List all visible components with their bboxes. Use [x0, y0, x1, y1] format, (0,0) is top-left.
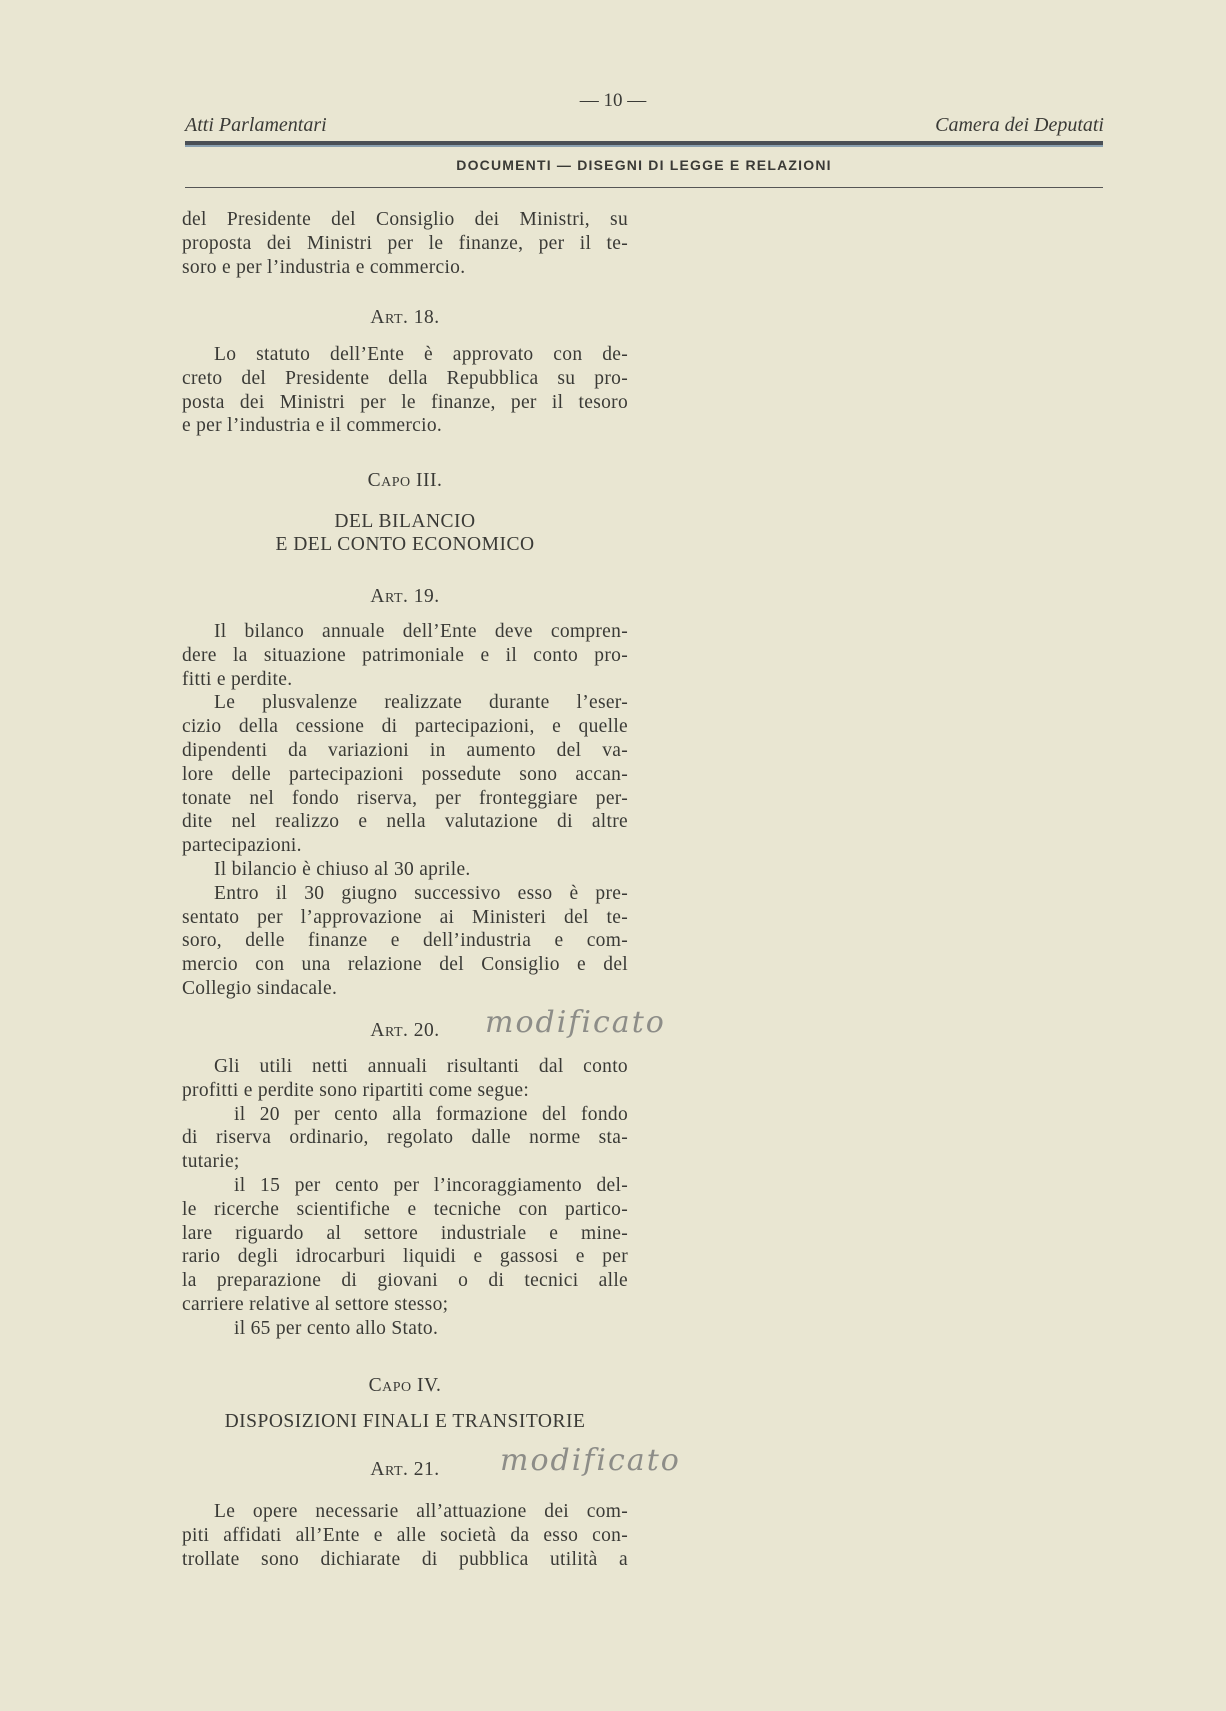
text-line: piti affidati all’Ente e alle società da esso con- — [182, 1524, 628, 1546]
art21-body — [182, 1500, 628, 1571]
text-line: Entro il 30 giugno successivo esso è pre- — [214, 882, 628, 904]
text-line: tonate nel fondo riserva, per fronteggiare per- — [182, 787, 628, 809]
art19-title: Art. 19. — [370, 586, 440, 607]
header-left: Atti Parlamentari — [185, 114, 327, 136]
text-line: sentato per l’approvazione ai Ministeri del te- — [182, 906, 628, 928]
header-right: Camera dei Deputati — [935, 114, 1104, 136]
header-subtitle: DOCUMENTI — DISEGNI DI LEGGE E RELAZIONI — [456, 157, 832, 173]
text-line: il 65 per cento allo Stato. — [234, 1317, 439, 1339]
header-rule-bottom — [185, 187, 1103, 188]
text-line: Gli utili netti annuali risultanti dal conto — [214, 1056, 628, 1077]
text-line: rario degli idrocarburi liquidi e gassosi e per — [182, 1246, 628, 1268]
text-line: Collegio sindacale. — [182, 977, 338, 999]
text-line: fitti e perdite. — [182, 668, 293, 690]
text-line: del Presidente del Consiglio dei Ministri, su — [182, 209, 628, 230]
capo4-title: DISPOSIZIONI FINALI E TRANSITORIE — [224, 1411, 586, 1432]
text-line: Lo statuto dell’Ente è approvato con de- — [214, 344, 628, 365]
text-line: carriere relative al settore stesso; — [182, 1293, 449, 1315]
art18-body — [182, 343, 628, 438]
text-line: Le opere necessarie all’attuazione dei com- — [214, 1501, 628, 1522]
text-line: Il bilancio è chiuso al 30 aprile. — [214, 858, 471, 880]
capo3-title2: E DEL CONTO ECONOMICO — [275, 534, 535, 555]
text-line: e per l’industria e il commercio. — [182, 415, 443, 437]
text-line: posta dei Ministri per le finanze, per il tesoro — [182, 391, 628, 413]
handwritten-note: modificato — [485, 1005, 666, 1040]
text-line: creto del Presidente della Repubblica su pro- — [182, 367, 628, 389]
text-line: dere la situazione patrimoniale e il conto pro- — [182, 644, 628, 666]
art18-title: Art. 18. — [370, 307, 440, 328]
art19-body — [182, 620, 628, 1001]
text-line: Il bilanco annuale dell’Ente deve compren- — [214, 621, 628, 642]
text-line: lare riguardo al settore industriale e mine- — [182, 1222, 628, 1244]
text-line: la preparazione di giovani o di tecnici alle — [182, 1270, 628, 1292]
text-line: soro, delle finanze e dell’industria e com- — [182, 930, 628, 952]
text-line: il 15 per cento per l’incoraggiamento del- — [234, 1174, 628, 1196]
capo4-label: Capo IV. — [368, 1375, 442, 1396]
art21-title: Art. 21. — [370, 1459, 440, 1480]
text-line: proposta dei Ministri per le finanze, per il te- — [182, 232, 628, 254]
text-line: profitti e perdite sono ripartiti come segue: — [182, 1079, 530, 1101]
art20-title: Art. 20. — [370, 1020, 440, 1041]
header-rule — [185, 141, 1103, 147]
capo3-label: Capo III. — [367, 470, 443, 491]
text-line: mercio con una relazione del Consiglio e del — [182, 954, 628, 976]
text-line: Le plusvalenze realizzate durante l’eser- — [214, 692, 628, 714]
text-line: dite nel realizzo e nella valutazione di altre — [182, 811, 628, 833]
text-line: cizio della cessione di partecipazioni, e quelle — [182, 716, 628, 738]
capo3-title1: DEL BILANCIO — [334, 511, 476, 532]
text-line: partecipazioni. — [182, 835, 302, 857]
text-line: soro e per l’industria e commercio. — [182, 256, 466, 278]
art20-body — [182, 1055, 628, 1341]
text-line: di riserva ordinario, regolato dalle norme sta- — [182, 1127, 628, 1149]
intro-paragraph — [182, 208, 628, 279]
text-line: trollate sono dichiarate di pubblica utilità a — [182, 1548, 628, 1570]
text-line: il 20 per cento alla formazione del fondo — [234, 1103, 628, 1125]
text-line: le ricerche scientifiche e tecniche con partico- — [182, 1198, 628, 1220]
page-number: — 10 — — [579, 90, 647, 111]
text-line: dipendenti da variazioni in aumento del va- — [182, 739, 628, 761]
handwritten-note: modificato — [500, 1443, 681, 1478]
text-line: tutarie; — [182, 1151, 240, 1173]
text-line: lore delle partecipazioni possedute sono accan- — [182, 763, 628, 785]
